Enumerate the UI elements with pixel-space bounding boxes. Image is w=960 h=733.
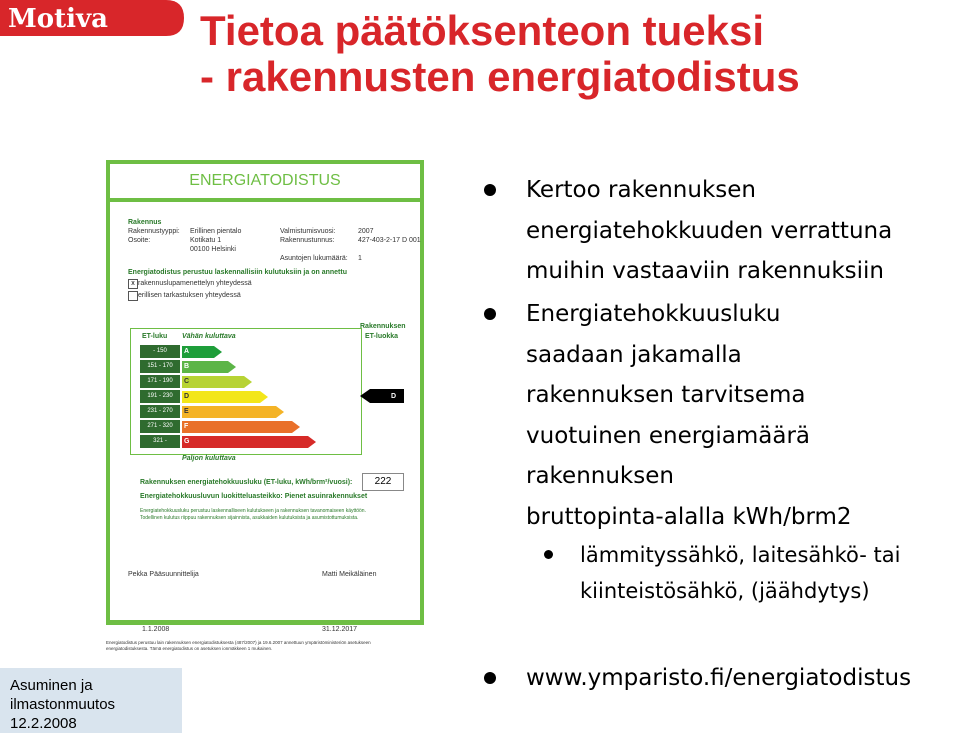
bullet-1-line-1: Kertoo rakennuksen <box>526 177 756 203</box>
issuer-value: Pekka Pääsuunnittelija <box>128 571 199 578</box>
orderer-value: Matti Meikäläinen <box>322 571 377 578</box>
bullet-3 <box>484 658 960 699</box>
band-arrows <box>182 345 332 449</box>
band-letter-e: E <box>184 408 189 415</box>
band-letter-c: C <box>184 378 190 385</box>
footer-note-2: energiatodistuksesta. Tämä energiatodistus on asetuksen ionmäkkeen 1 mukainen. <box>106 646 273 651</box>
certificate-header: ENERGIATODISTUS <box>110 164 420 198</box>
cert-check1-label: rakennuslupamenettelyn yhteydessä <box>138 280 252 287</box>
bullet-1-line-2: energiatehokkuuden verrattuna <box>526 217 893 244</box>
title-line-2: - rakennusten energiatodistus <box>200 53 800 100</box>
bullet-2-line-4: vuotuinen energiamäärä <box>526 422 811 449</box>
cert-year-value: 2007 <box>358 228 374 235</box>
col-more: Paljon kuluttava <box>182 455 236 462</box>
sub-bullet-line-1: lämmityssähkö, laitesähkö- tai <box>580 543 901 567</box>
title-line-1: Tietoa päätöksenteon tueksi <box>200 7 765 54</box>
note-1: Energiatehokkuusluku perustuu laskennalliseen kulutukseen ja rakennuksen tavanomaiseen käyttöön. <box>140 508 366 514</box>
cert-id-label: Rakennustunnus: <box>280 237 335 244</box>
bullet-dot <box>484 184 496 196</box>
bullet-dot <box>484 308 496 320</box>
footer-line-2: ilmastonmuutos <box>10 696 116 713</box>
cert-year-label: Valmistumisvuosi: <box>280 228 336 235</box>
cert-basis: Energiatodistus perustuu laskennallisiin kulutuksiin ja on annettu <box>128 269 347 276</box>
cert-id-value: 427-403-2-17 D 001 <box>358 237 421 244</box>
cert-units-label: Asuntojen lukumäärä: <box>280 255 348 262</box>
band-range-e: 231 - 270 <box>140 405 180 418</box>
et-number-value: 222 <box>362 473 404 491</box>
bullet-2 <box>484 294 954 537</box>
bullet-3-link[interactable]: www.ymparisto.fi/energiatodistus <box>526 665 912 691</box>
bullet-2-line-3: rakennuksen tarvitsema <box>526 382 806 408</box>
cert-address-label: Osoite: <box>128 237 151 244</box>
band-arrow-e <box>182 406 284 418</box>
motiva-logo <box>0 0 184 36</box>
cert-check2-label: erillisen tarkastuksen yhteydessä <box>138 292 241 299</box>
cert-units-value: 1 <box>358 255 362 262</box>
band-range-c: 171 - 190 <box>140 375 180 388</box>
footer-text <box>10 676 115 733</box>
band-range-f: 271 - 320 <box>140 420 180 433</box>
orderer-label: Todistuksen tilaaja: <box>278 557 343 564</box>
note-2: Todellinen kulutus riippuu rakennuksen sijainnista, asukkaiden kulutuksista ja asumistottumuksista. <box>140 515 359 521</box>
energy-certificate-image <box>106 160 424 654</box>
class-basis: Energiatehokkuusluvun luokitteluasteikko: Pienet asuinrakennukset <box>140 493 368 500</box>
band-letter-d: D <box>184 393 190 400</box>
cert-type-value: Erillinen pientalo <box>190 228 242 235</box>
band-range-d: 191 - 230 <box>140 390 180 403</box>
col-class-1: Rakennuksen <box>360 323 406 330</box>
col-et: ET-luku <box>142 333 168 340</box>
et-number-label: Rakennuksen energiatehokkuusluku (ET-luku, kWh/brm²/vuosi): <box>140 479 353 486</box>
date-label: Todistuksen antamispäivä: <box>110 611 200 618</box>
band-arrow-c <box>182 376 252 388</box>
valid-label: Viimeinen voimassaolopäivä: <box>278 611 376 618</box>
footer-note-1: Energiatodistus perustuu lain rakennuksen energiatodistuksesta (487/2007) ja 19.6.2007 annettuun ympäristöministeriön asetukseen <box>106 640 371 645</box>
bullet-2-line-6: bruttopinta-alalla kWh/brm2 <box>526 503 852 530</box>
band-arrow-f <box>182 421 300 433</box>
bullet-dot <box>484 672 496 684</box>
band-range-b: 151 - 170 <box>140 360 180 373</box>
band-letter-a: A <box>184 348 190 355</box>
band-range-g: 321 - <box>140 435 180 448</box>
sub-bullet-dot <box>544 550 553 559</box>
bullet-1 <box>484 170 954 292</box>
cert-type-label: Rakennustyyppi: <box>128 228 180 235</box>
valid-value: 31.12.2017 <box>322 626 358 633</box>
band-letter-b: B <box>184 363 190 370</box>
band-arrow-b <box>182 361 236 373</box>
col-class-2: ET-luokka <box>365 333 399 340</box>
bullet-2-line-1: Energiatehokkuusluku <box>526 301 781 327</box>
cert-checkbox-1: x <box>128 279 138 289</box>
signature-label: Allekirjoitus: <box>110 592 153 599</box>
cert-checkbox-2 <box>128 291 138 301</box>
band-letter-g: G <box>184 438 190 445</box>
cert-section-building: Rakennus <box>128 219 162 226</box>
bullet-2-line-2: saadaan jakamalla <box>526 341 742 368</box>
cert-address-line2: 00100 Helsinki <box>190 246 236 253</box>
class-marker <box>360 388 404 404</box>
logo-text: Motiva <box>8 4 108 34</box>
date-value: 1.1.2008 <box>142 626 170 633</box>
sub-bullet-line-2: kiinteistösähkö, (jäähdytys) <box>580 579 870 603</box>
slide-title <box>200 8 950 100</box>
bullet-1-line-3: muihin vastaaviin rakennuksiin <box>526 258 884 284</box>
cert-address-line1: Kotikatu 1 <box>190 237 222 244</box>
class-marker-letter: D <box>391 393 397 400</box>
band-arrow-g <box>182 436 316 448</box>
footer-line-1: Asuminen ja <box>10 677 93 694</box>
col-less: Vähän kuluttava <box>182 333 236 340</box>
sub-bullet-1 <box>544 537 954 609</box>
footer-line-3: 12.2.2008 <box>10 715 77 732</box>
issuer-label: Todistuksen antaja: <box>110 557 176 564</box>
band-range-a: - 150 <box>140 345 180 358</box>
bullet-2-line-5: rakennuksen <box>526 463 674 489</box>
band-arrow-d <box>182 391 268 403</box>
band-letter-f: F <box>184 423 189 430</box>
